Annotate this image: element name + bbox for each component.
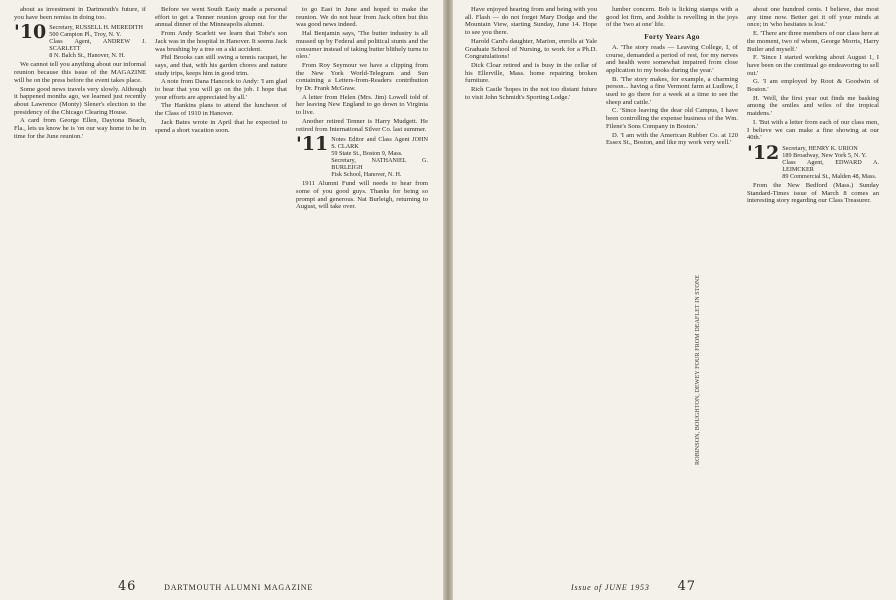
paragraph: A letter from Helen (Mrs. Jim) Lowell told of her leaving New England to go down to Virginia to live. [296,93,428,117]
officer-line: Fisk School, Hanover, N. H. [331,171,402,179]
paragraph: The Hankins plans to attend the luncheon of the Class of 1910 in Hanover. [155,102,287,118]
officer-line: Notes Editor and Class Agent JOHN S. CLARK [331,136,428,151]
paragraph: Phil Brooks can still swing a tennis racquet, he says, and that, with his garden chores and nature study trips, keeps him in good trim. [155,54,287,77]
officer-line: 8 N. Balch St., Hanover, N. H. [49,52,125,60]
running-foot: Issue of JUNE 1953 [571,583,650,592]
class-heading-1910 [14,21,146,60]
paragraph: Another retired Tenner is Harry Mudgett. He retired from International Silver Co. last summer. [296,117,428,133]
paragraph: Jack Bates wrote in April that he expected to spend a short vacation soon. [155,118,287,134]
officer-line: Secretary, NATHANIEL G. BURLEIGH [331,157,428,172]
officer-line: 59 State St., Boston 9, Mass. [331,150,403,158]
class-heading-1912 [747,141,879,180]
paragraph: B. 'The story makes, for example, a charming person... having a fine Vermont farm at Ludlow, I used to go there for a week at a time to see the sheep and cattle.' [606,75,738,106]
left-column-3 [296,6,428,574]
paragraph: about one hundred cents. I believe, due most any time now. Better get it off your minds at once; in 'who hesitates is lost.' [747,6,879,29]
class-officers [49,24,146,59]
officer-line: 189 Broadway, New York 5, N. Y. [782,151,867,159]
vertical-photo-caption [693,150,702,465]
paragraph: From the New Bedford (Mass.) Sunday Standard-Times issue of March 8 comes an interesting story regarding our Class Treasurer. [747,181,879,205]
class-officers [782,145,879,180]
paragraph: about as investment in Dartmouth's future, if you have been remiss in doing too. [14,6,146,21]
paragraph: Before we went South Easty made a personal effort to get a Tenner reunion group out for the annual dinner of the Minneapolis alumni. [155,6,287,29]
class-year: '10 [14,21,47,44]
running-foot: DARTMOUTH ALUMNI MAGAZINE [164,583,313,592]
paragraph: Some good news travels very slowly. Although it happened months ago, we learned just recently about Lawrence (Monty) Slener's election to the presidency of the Chicago Clearing House. [14,85,146,116]
left-column-2 [155,6,287,574]
paragraph: A note from Dana Hancock to Andy: 'I am glad to hear that you will go on the job. I hope that your efforts are appreciated by all.' [155,78,287,101]
paragraph: C. 'Since leaving the dear old Campus, I have been controlling the expense business of the Wm. Filene's Sons Company in Boston.' [606,107,738,130]
class-year: '11 [296,133,329,156]
right-page-footer [571,579,696,594]
class-officers [331,136,428,178]
class-year: '12 [747,141,780,164]
paragraph: to go East in June and hoped to make the reunion. We do not hear from Jack often but this was good news indeed. [296,6,428,29]
paragraph: I. 'But with a letter from each of our class men, I believe we can make a fine showing at our 40th.' [747,118,879,142]
paragraph: H. 'Well, the first year out finds me basking among the smiles and wiles of the tropical maidens.' [747,94,879,118]
paragraph: A. 'The story reads — Leaving College, I, of course, demanded a period of rest, for my nerves and health were somewhat impaired from close application to my books during the year.' [606,43,738,74]
officer-line: Class Agent, ANDREW J. SCARLETT [49,38,146,53]
page-gutter [443,0,453,600]
right-page [453,0,896,600]
paragraph: 1911 Alumni Fund will needs to hear from some of you good guys. Thanks for being so prompt and generous. Nat Burleigh, returning to August, will take over. [296,180,428,211]
officer-line: Class Agent, EDWARD A. LEIMCKER [782,158,879,173]
page-number: 47 [677,579,696,594]
paragraph: Dick Cloar retired and is busy in the cellar of his Ellerville, Mass. home repairing broken furniture. [465,61,597,85]
paragraph: We cannot tell you anything about our informal reunion because this issue of the MAGAZINE will be on the press before the event takes place. [14,61,146,84]
paragraph: D. 'I am with the American Rubber Co. at 120 Essex St., Boston, and like my work very well.' [606,131,738,147]
officer-line: 89 Commercial St., Malden 48, Mass. [782,172,877,180]
paragraph: Have enjoyed hearing from and being with you all. Flash — do not forget Mary Dodge and the Mountain View, starting Sunday, June 14. Hope to see you there. [465,6,597,37]
right-column-2 [606,6,738,574]
paragraph: F. 'Since I started working about August 1, I have been on the continual go endeavoring to sell out.' [747,54,879,77]
paragraph: A card from George Ellen, Daytona Beach, Fla., lets us know he is 'on our way home to be in time for the June reunion.' [14,117,146,140]
paragraph: Hal Benjamin says, 'The butter industry is all mussed up by Federal and political stunts and the consumer instead of taking butter blithely turns to oleo.' [296,30,428,61]
paragraph: From Andy Scarlett we learn that Tobe's son Jack was in the hospital in Hanover. It seems Jack was brushing by a tree on a ski accident. [155,30,287,53]
paragraph: Rich Castle 'hopes in the not too distant future to visit John Schmidt's Sporting Lodge.' [465,86,597,101]
left-page-footer [118,579,313,594]
paragraph: From Roy Seymour we have a clipping from the New York World-Telegram and Sun containing a Letters-from-Readers contribution by Dr. Frank McGraw. [296,61,428,93]
left-page [0,0,443,600]
officer-line: Secretary, RUSSELL H. MEREDITH [49,24,143,32]
paragraph: E. 'There are three members of our class here at the moment, two of whom, George Morris, Harry Butler and myself.' [747,30,879,53]
class-heading-1911 [296,133,428,179]
page-number: 46 [118,579,137,594]
right-column-3 [747,6,879,574]
section-heading: Forty Years Ago [644,32,700,42]
vertical-caption-text: ROBINSON, BOUGHTON, DEWEY FOUR FROM DEAFLET IN STONE [694,274,701,465]
right-column-1 [465,6,597,574]
officer-line: Secretary, HENRY K. URION [782,144,858,152]
paragraph: lumber concern. Bob is licking stamps with a good lot firm, and Joddie is revelling in the joys of the 'two at one' life. [606,6,738,29]
paragraph: G. 'I am employed by Root & Goodwin of Boston.' [747,78,879,94]
paragraph: Harold Card's daughter, Marion, enrolls at Yale Graduate School of Nursing, to work for a Ph.D. Congratulations! [465,37,597,61]
left-column-1 [14,6,146,574]
officer-line: 500 Campion Pl., Troy, N. Y. [49,31,122,39]
